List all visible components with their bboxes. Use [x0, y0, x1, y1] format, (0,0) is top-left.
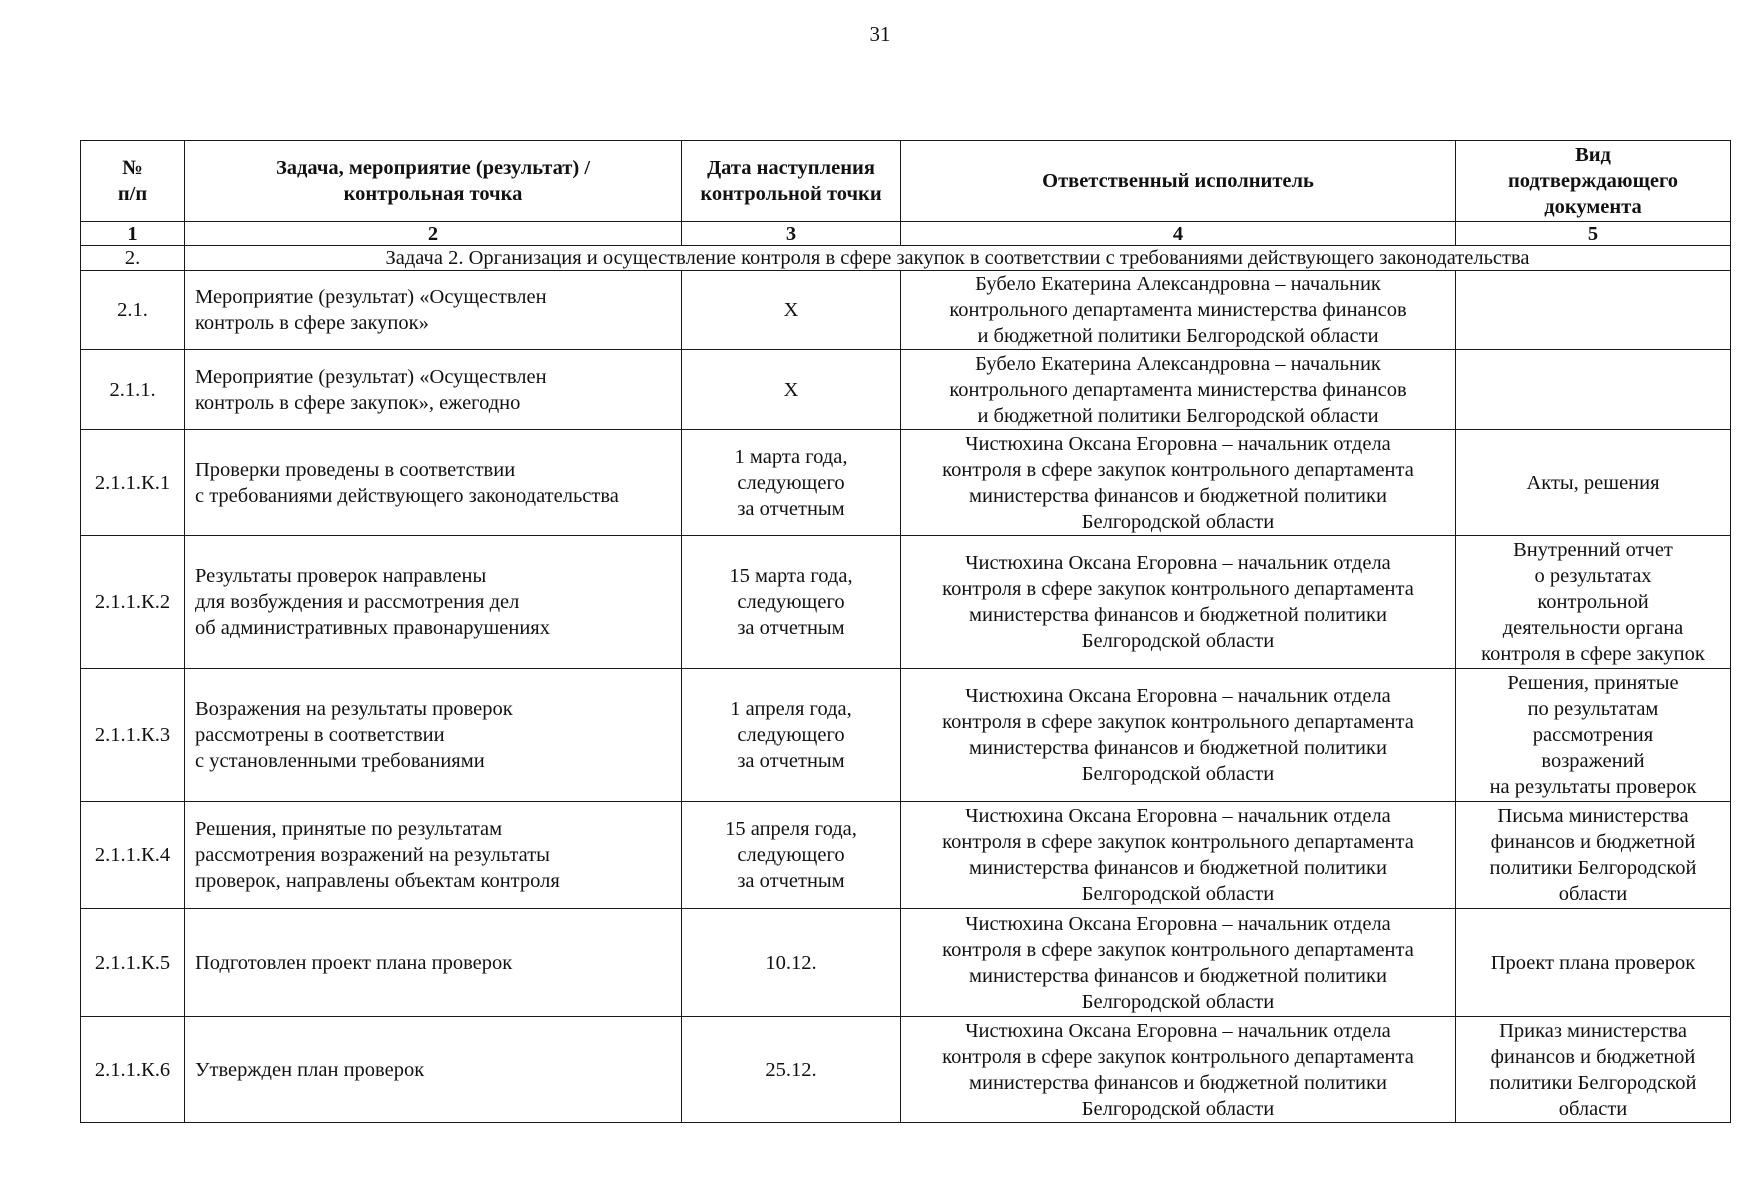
row-task: Возражения на результаты проверок рассмотрены в соответствии с установленными требованиями	[185, 669, 682, 802]
row-number: 2.1.1.К.2	[81, 536, 185, 669]
row-document: Внутренний отчет о результатах контрольной деятельности органа контроля в сфере закупок	[1456, 536, 1731, 669]
table-row	[81, 909, 1731, 1017]
column-number: 5	[1456, 222, 1731, 246]
table-row	[81, 536, 1731, 669]
row-executor: Чистюхина Оксана Егоровна – начальник отдела контроля в сфере закупок контрольного департамента министерства финансов и бюджетной политики Белгородской области	[901, 669, 1456, 802]
column-number: 4	[901, 222, 1456, 246]
row-document: Проект плана проверок	[1456, 909, 1731, 1017]
page-number: 31	[869, 22, 891, 46]
row-task: Утвержден план проверок	[185, 1017, 682, 1123]
table-row	[81, 1017, 1731, 1123]
row-date: 1 апреля года, следующего за отчетным	[682, 669, 901, 802]
row-date: 25.12.	[682, 1017, 901, 1123]
row-task: Проверки проведены в соответствии с требованиями действующего законодательства	[185, 430, 682, 536]
row-executor: Чистюхина Оксана Егоровна – начальник отдела контроля в сфере закупок контрольного департамента министерства финансов и бюджетной политики Белгородской области	[901, 909, 1456, 1017]
column-number: 1	[81, 222, 185, 246]
row-executor: Чистюхина Оксана Егоровна – начальник отдела контроля в сфере закупок контрольного департамента министерства финансов и бюджетной политики Белгородской области	[901, 802, 1456, 909]
column-number-row	[81, 222, 1731, 246]
row-number: 2.1.1.К.4	[81, 802, 185, 909]
control-points-table	[80, 140, 1731, 1123]
row-number: 2.1.1.К.3	[81, 669, 185, 802]
row-executor: Чистюхина Оксана Егоровна – начальник отдела контроля в сфере закупок контрольного департамента министерства финансов и бюджетной политики Белгородской области	[901, 1017, 1456, 1123]
row-date: 1 марта года, следующего за отчетным	[682, 430, 901, 536]
row-date: 15 марта года, следующего за отчетным	[682, 536, 901, 669]
table-row	[81, 350, 1731, 430]
column-number: 3	[682, 222, 901, 246]
row-task: Результаты проверок направлены для возбуждения и рассмотрения дел об административных правонарушениях	[185, 536, 682, 669]
row-document	[1456, 271, 1731, 350]
row-executor: Чистюхина Оксана Егоровна – начальник отдела контроля в сфере закупок контрольного департамента министерства финансов и бюджетной политики Белгородской области	[901, 430, 1456, 536]
task-number: 2.	[81, 246, 185, 271]
row-number: 2.1.1.К.1	[81, 430, 185, 536]
header-executor: Ответственный исполнитель	[901, 141, 1456, 222]
task-row	[81, 246, 1731, 271]
row-number: 2.1.1.К.5	[81, 909, 185, 1017]
row-date: 15 апреля года, следующего за отчетным	[682, 802, 901, 909]
row-number: 2.1.1.	[81, 350, 185, 430]
row-number: 2.1.	[81, 271, 185, 350]
row-date: 10.12.	[682, 909, 901, 1017]
table-row	[81, 669, 1731, 802]
table-row	[81, 271, 1731, 350]
row-document: Письма министерства финансов и бюджетной политики Белгородской области	[1456, 802, 1731, 909]
row-date: Х	[682, 271, 901, 350]
table-row	[81, 802, 1731, 909]
column-number: 2	[185, 222, 682, 246]
row-task: Мероприятие (результат) «Осуществлен контроль в сфере закупок»	[185, 271, 682, 350]
row-date: Х	[682, 350, 901, 430]
header-num: № п/п	[81, 141, 185, 222]
header-date: Дата наступления контрольной точки	[682, 141, 901, 222]
row-number: 2.1.1.К.6	[81, 1017, 185, 1123]
header-task: Задача, мероприятие (результат) / контрольная точка	[185, 141, 682, 222]
task-title: Задача 2. Организация и осуществление контроля в сфере закупок в соответствии с требованиями действующего законодательства	[185, 246, 1731, 271]
row-executor: Чистюхина Оксана Егоровна – начальник отдела контроля в сфере закупок контрольного департамента министерства финансов и бюджетной политики Белгородской области	[901, 536, 1456, 669]
row-document: Решения, принятые по результатам рассмотрения возражений на результаты проверок	[1456, 669, 1731, 802]
header-row	[81, 141, 1731, 222]
row-task: Подготовлен проект плана проверок	[185, 909, 682, 1017]
row-task: Мероприятие (результат) «Осуществлен контроль в сфере закупок», ежегодно	[185, 350, 682, 430]
row-document	[1456, 350, 1731, 430]
table-row	[81, 430, 1731, 536]
row-executor: Бубело Екатерина Александровна – начальник контрольного департамента министерства финансов и бюджетной политики Белгородской области	[901, 271, 1456, 350]
row-task: Решения, принятые по результатам рассмотрения возражений на результаты проверок, направлены объектам контроля	[185, 802, 682, 909]
row-executor: Бубело Екатерина Александровна – начальник контрольного департамента министерства финансов и бюджетной политики Белгородской области	[901, 350, 1456, 430]
row-document: Акты, решения	[1456, 430, 1731, 536]
header-document: Вид подтверждающего документа	[1456, 141, 1731, 222]
row-document: Приказ министерства финансов и бюджетной политики Белгородской области	[1456, 1017, 1731, 1123]
